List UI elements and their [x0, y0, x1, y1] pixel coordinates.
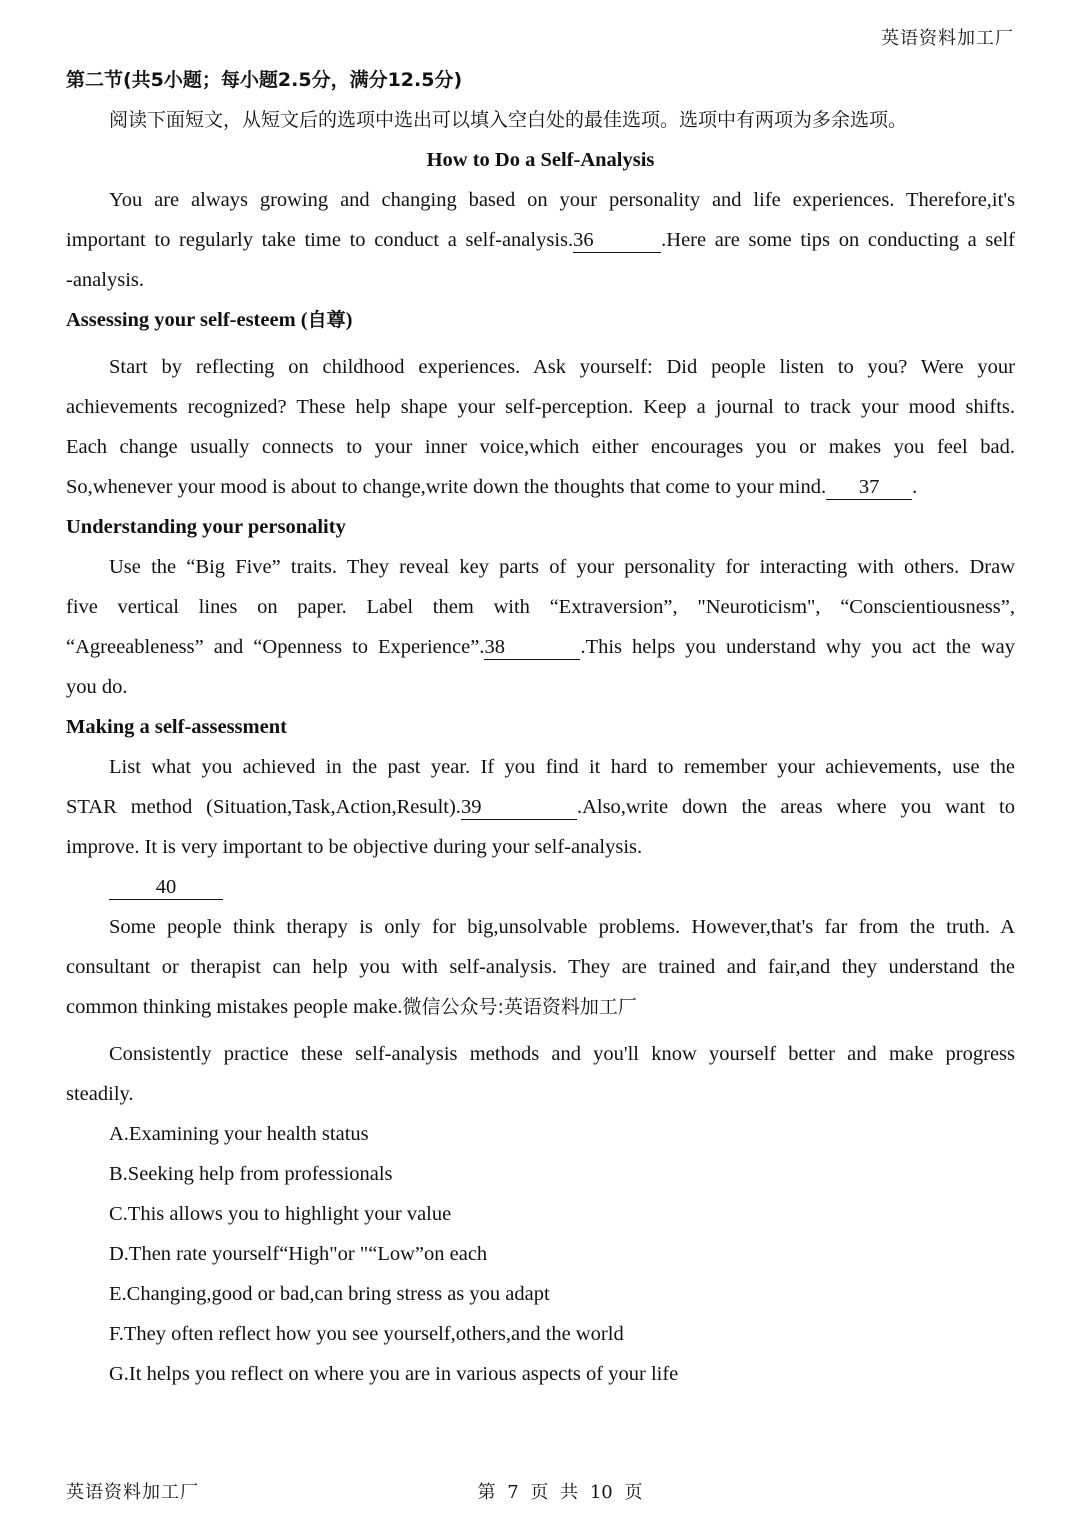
subheading-text: Assessing your self-esteem ( — [66, 309, 308, 331]
paragraph-line: Use the “Big Five” traits. They reveal key parts of your personality for interacting with others. Draw — [109, 556, 1015, 578]
section-heading: 第二节(共5小题；每小题2.5分，满分12.5分) — [66, 69, 463, 91]
paragraph-line — [66, 467, 1015, 507]
passage-title: How to Do a Self-Analysis — [426, 149, 655, 171]
option-f: F.They often reflect how you see yourself,others,and the world — [109, 1323, 624, 1345]
answer-blank-40[interactable]: 40 — [109, 875, 223, 900]
section-instruction: 阅读下面短文，从短文后的选项中选出可以填入空白处的最佳选项。选项中有两项为多余选项。 — [109, 109, 908, 131]
footer-brand: 英语资料加工厂 — [66, 1482, 199, 1503]
text-span: “Agreeableness” and “Openness to Experience”. — [66, 636, 485, 658]
text-span: .This helps you understand why you act the way — [580, 636, 1015, 658]
paragraph-3 — [66, 547, 1015, 707]
paragraph-6 — [66, 1034, 1015, 1114]
paragraph-line — [66, 787, 1015, 827]
subheading-cn: 自尊 — [307, 309, 346, 331]
paragraph-line: Some people think therapy is only for big,unsolvable problems. However,that's far from the truth. A — [109, 916, 1015, 938]
paragraph-line: five vertical lines on paper. Label them with “Extraversion”, "Neuroticism", “Conscientiousness”, — [66, 596, 1015, 618]
subheading-personality: Understanding your personality — [66, 516, 346, 538]
paragraph-line: Start by reflecting on childhood experiences. Ask yourself: Did people listen to you? Were your — [109, 356, 1015, 378]
text-span: .Here are some tips on conducting a self — [661, 229, 1015, 251]
paragraph-line — [66, 220, 1015, 260]
answer-blank-37[interactable]: 37 — [826, 475, 912, 500]
option-b: B.Seeking help from professionals — [109, 1163, 393, 1185]
subheading-end: ) — [345, 309, 353, 331]
paragraph-line: List what you achieved in the past year. If you find it hard to remember your achievements, use the — [109, 756, 1015, 778]
wechat-note: 微信公众号:英语资料加工厂 — [402, 996, 637, 1018]
paragraph-line: consultant or therapist can help you with self-analysis. They are trained and fair,and they understand the — [66, 956, 1015, 978]
document-body — [66, 62, 1015, 1394]
paragraph-line: achievements recognized? These help shape your self-perception. Keep a journal to track your mood shifts. — [66, 396, 1015, 418]
option-d: D.Then rate yourself“High"or "“Low”on each — [109, 1243, 488, 1265]
text-span: .Also,write down the areas where you want to — [576, 796, 1015, 818]
paragraph-4 — [66, 747, 1015, 867]
text-span: . — [912, 476, 918, 498]
paragraph-line — [66, 987, 1015, 1027]
text-span: common thinking mistakes people make. — [66, 996, 403, 1018]
heading-blank-line — [66, 867, 1015, 907]
answer-blank-38[interactable]: 38 — [484, 635, 580, 660]
paragraph-line: You are always growing and changing based on your personality and life experiences. Therefore,it's — [109, 189, 1015, 211]
text-span: So,whenever your mood is about to change,write down the thoughts that come to your mind. — [66, 476, 827, 498]
header-brand: 英语资料加工厂 — [881, 28, 1014, 49]
paragraph-line: steadily. — [66, 1083, 134, 1105]
paragraph-line: -analysis. — [66, 269, 144, 291]
paragraph-line — [66, 627, 1015, 667]
option-c: C.This allows you to highlight your value — [109, 1203, 452, 1225]
options-list — [66, 1114, 1015, 1394]
text-span: STAR method (Situation,Task,Action,Result). — [66, 796, 461, 818]
paragraph-2 — [66, 347, 1015, 507]
paragraph-line: Each change usually connects to your inner voice,which either encourages you or makes you feel bad. — [66, 436, 1015, 458]
paragraph-line: Consistently practice these self-analysis methods and you'll know yourself better and make progress — [109, 1043, 1015, 1065]
text-span: important to regularly take time to conduct a self-analysis. — [66, 229, 574, 251]
page-number: 第 7 页 共 10 页 — [477, 1482, 643, 1503]
paragraph-1 — [66, 180, 1015, 300]
option-e: E.Changing,good or bad,can bring stress as you adapt — [109, 1283, 550, 1305]
paragraph-line: improve. It is very important to be objective during your self-analysis. — [66, 836, 643, 858]
answer-blank-39[interactable]: 39 — [461, 795, 577, 820]
option-g: G.It helps you reflect on where you are in various aspects of your life — [109, 1363, 679, 1385]
option-a: A.Examining your health status — [109, 1123, 369, 1145]
paragraph-line: you do. — [66, 676, 128, 698]
subheading-self-esteem — [66, 300, 1015, 340]
answer-blank-36[interactable]: 36 — [573, 228, 661, 253]
subheading-self-assessment: Making a self-assessment — [66, 716, 287, 738]
paragraph-5 — [66, 907, 1015, 1027]
